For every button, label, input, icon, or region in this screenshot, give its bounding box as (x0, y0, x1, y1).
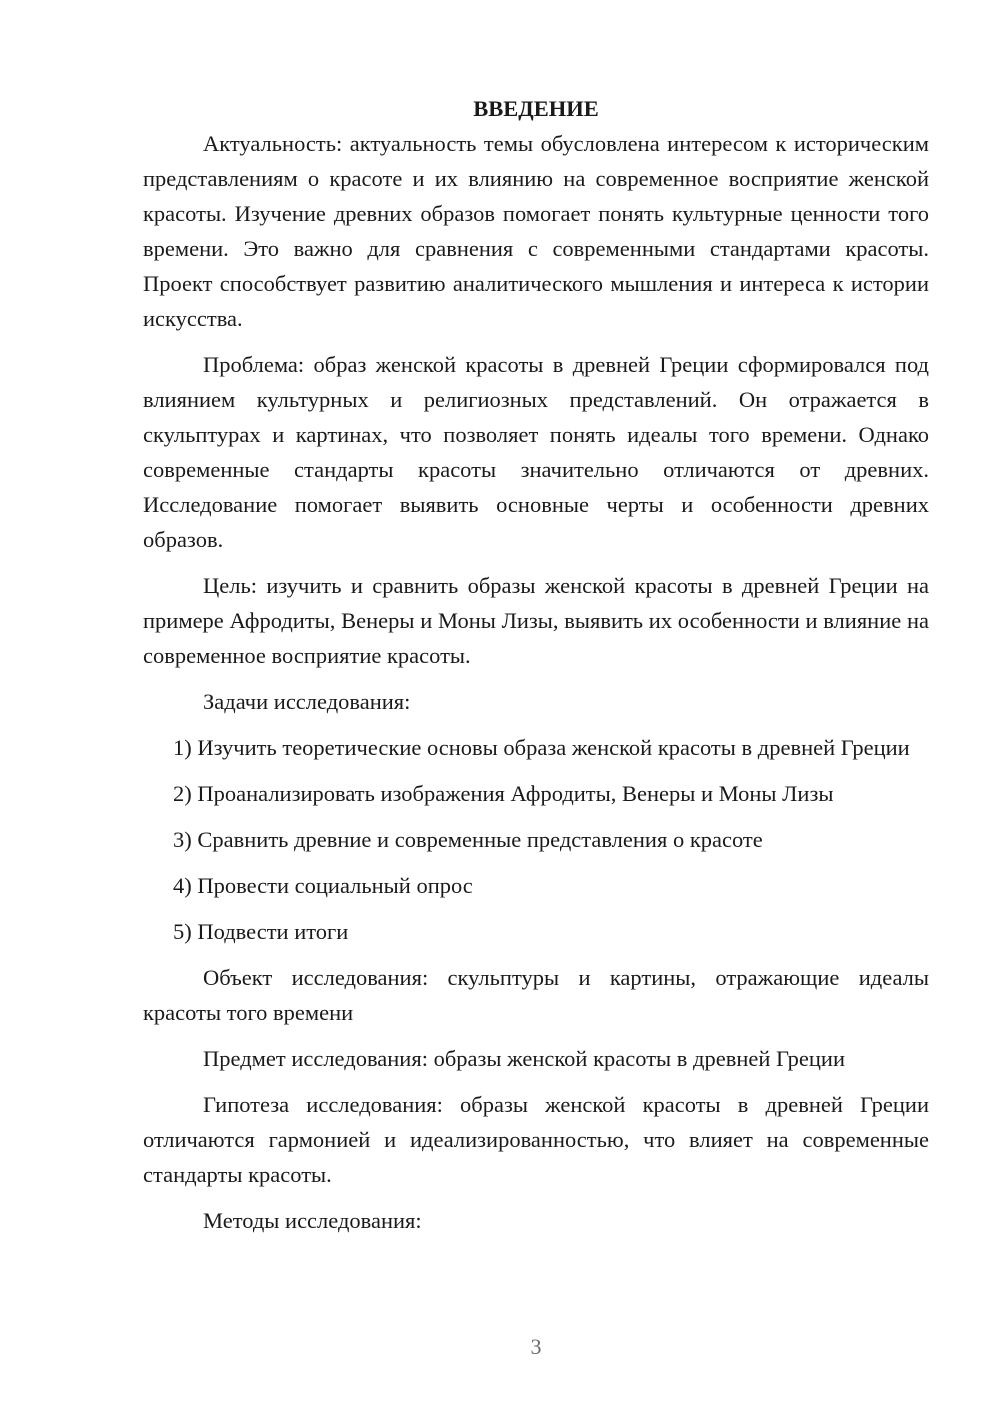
task-item-5: 5) Подвести итоги (173, 919, 349, 944)
paragraph-methods: Методы исследования: (203, 1208, 422, 1233)
task-item-4: 4) Провести социальный опрос (173, 873, 473, 898)
paragraph-object: Объект исследования: скульптуры и картины, отражающие идеалы красоты того времени (143, 965, 929, 1025)
paragraph-subject: Предмет исследования: образы женской красоты в древней Греции (203, 1046, 845, 1071)
page-number: 3 (530, 1334, 542, 1359)
task-item-3: 3) Сравнить древние и современные представления о красоте (173, 827, 763, 852)
paragraph-hypothesis: Гипотеза исследования: образы женской красоты в древней Греции отличаются гармонией и идеализированностью, что влияет на современные стандарты красоты. (143, 1092, 929, 1187)
task-item-1: 1) Изучить теоретические основы образа женской красоты в древней Греции (173, 735, 910, 760)
paragraph-problem: Проблема: образ женской красоты в древней Греции сформировался под влиянием культурных и религиозных представлений. Он отражается в скульптурах и картинах, что позволяет понять идеалы того времени. Однако современные стандарты красоты значительно отличаются от древних. Исследование помогает выявить основные черты и особенности древних образов. (143, 352, 929, 552)
paragraph-tasks-intro: Задачи исследования: (203, 689, 411, 714)
document-body (143, 94, 929, 1249)
paragraph-goal: Цель: изучить и сравнить образы женской красоты в древней Греции на примере Афродиты, Венеры и Моны Лизы, выявить их особенности и влияние на современное восприятие красоты. (143, 573, 929, 668)
task-item-2: 2) Проанализировать изображения Афродиты, Венеры и Моны Лизы (173, 781, 834, 806)
section-heading: ВВЕДЕНИЕ (473, 96, 599, 121)
paragraph-relevance: Актуальность: актуальность темы обусловлена интересом к историческим представлениям о красоте и их влиянию на современное восприятие женской красоты. Изучение древних образов помогает понять культурные ценности того времени. Это важно для сравнения с современными стандартами красоты. Проект способствует развитию аналитического мышления и интереса к истории искусства. (143, 131, 929, 331)
